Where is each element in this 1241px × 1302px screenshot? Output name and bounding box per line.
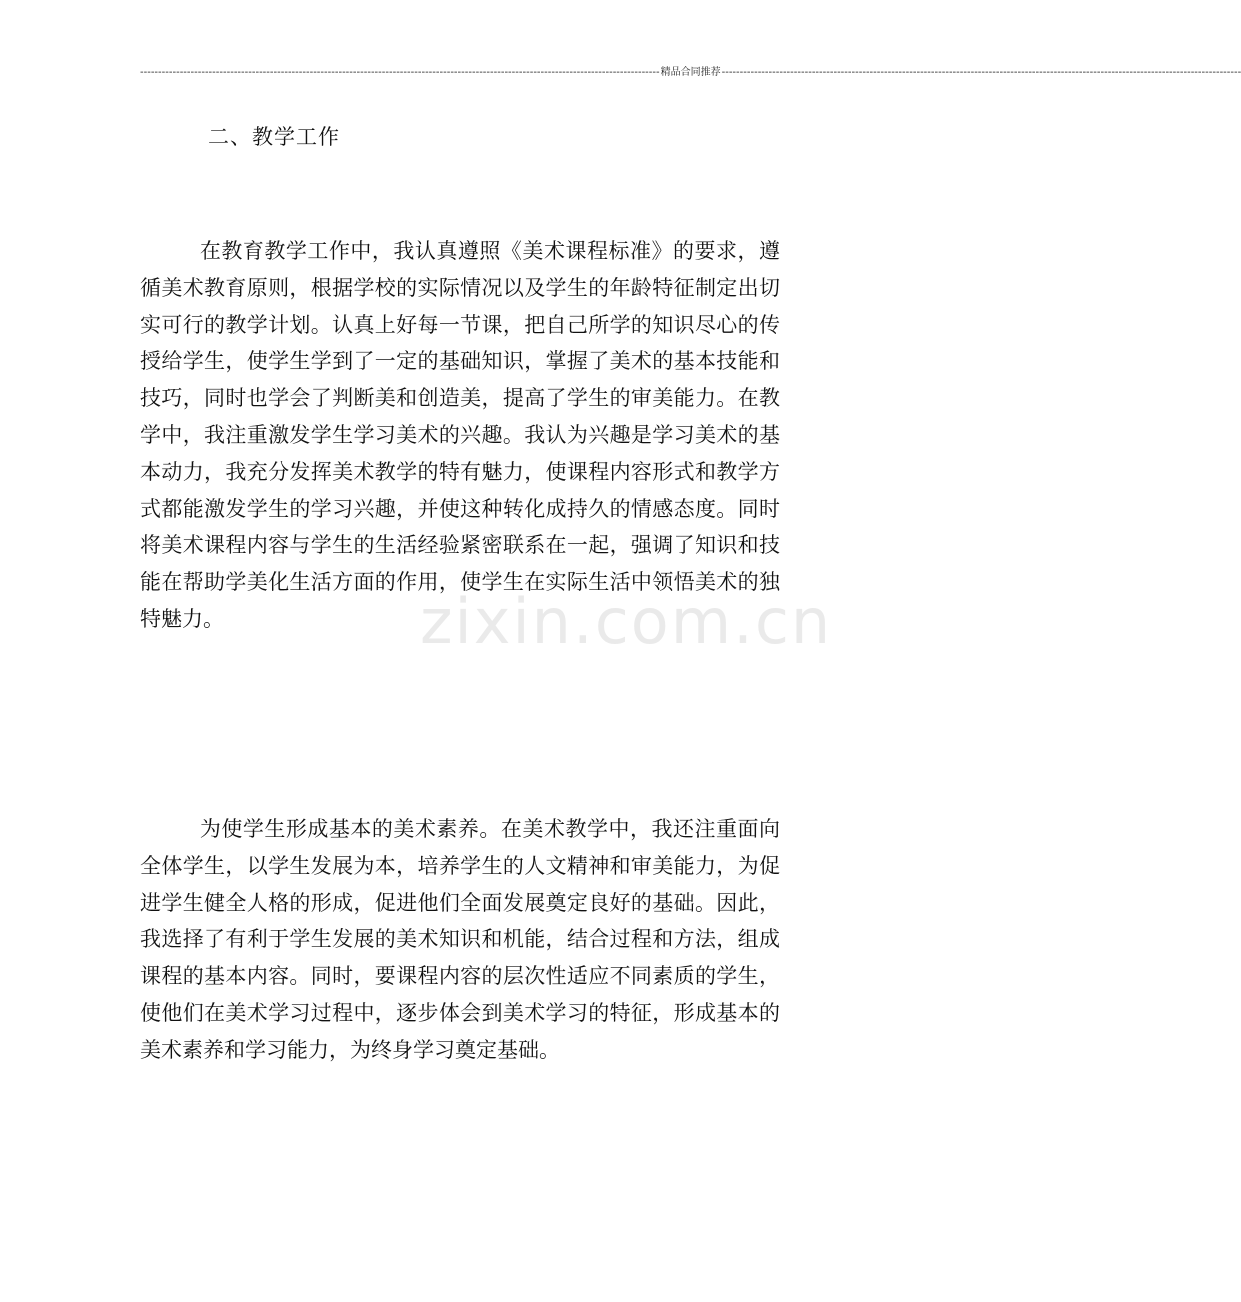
watermark: zixin.com.cn	[420, 585, 833, 658]
paragraph-teaching-work: 在教育教学工作中，我认真遵照《美术课程标准》的要求，遵循美术教育原则，根据学校的实际情况以及学生的年龄特征制定出切实可行的教学计划。认真上好每一节课，把自己所学的知识尽心的传授给学生，使学生学到了一定的基础知识，掌握了美术的基本技能和技巧，同时也学会了判断美和创造美，提高了学生的审美能力。在教学中，我注重激发学生学习美术的兴趣。我认为兴趣是学习美术的基本动力，我充分发挥美术教学的特有魅力，使课程内容形式和教学方式都能激发学生的学习兴趣，并使这种转化成持久的情感态度。同时将美术课程内容与学生的生活经验紧密联系在一起，强调了知识和技能在帮助学美化生活方面的作用，使学生在实际生活中领悟美术的独特魅力。	[140, 239, 780, 631]
section-title: 二、教学工作	[208, 125, 340, 149]
header-label: 精品合同推荐	[660, 67, 721, 78]
header-left-rule: ------------------------------------------------------------------------------------------------------------------------------------------------	[140, 67, 660, 78]
header-banner	[140, 66, 1241, 80]
paragraph-art-literacy: 为使学生形成基本的美术素养。在美术教学中，我还注重面向全体学生，以学生发展为本，培养学生的人文精神和审美能力，为促进学生健全人格的形成，促进他们全面发展奠定良好的基础。因此，我选择了有利于学生发展的美术知识和机能，结合过程和方法，组成课程的基本内容。同时，要课程内容的层次性适应不同素质的学生，使他们在美术学习过程中，逐步体会到美术学习的特征，形成基本的美术素养和学习能力，为终身学习奠定基础。	[140, 817, 780, 1062]
header-right-rule: ------------------------------------------------------------------------------------------------------------------------------------------------	[721, 67, 1241, 78]
